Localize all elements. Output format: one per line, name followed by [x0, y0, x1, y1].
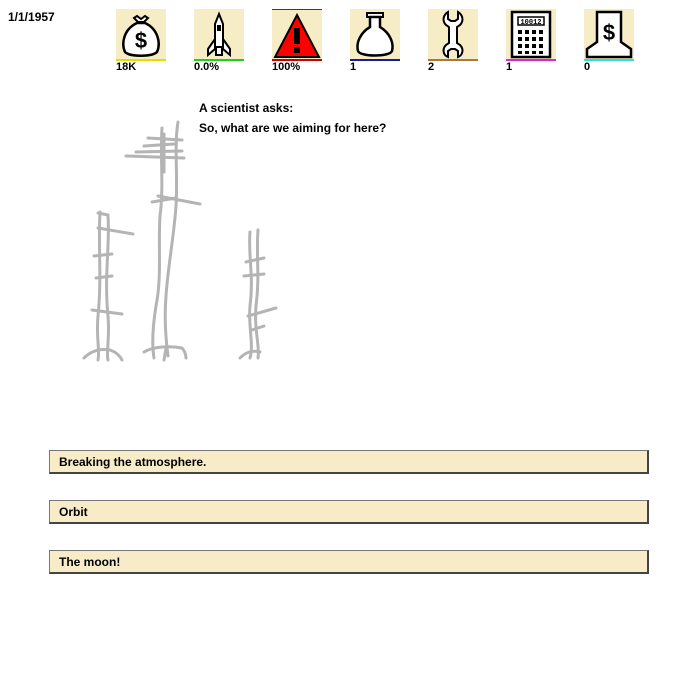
- funding-icon: [584, 9, 634, 59]
- choice-button-orbit[interactable]: Orbit: [49, 500, 649, 524]
- svg-text:$: $: [602, 20, 616, 45]
- stat-science: [350, 9, 400, 72]
- svg-text:10012: 10012: [520, 19, 542, 27]
- stat-science-bar: [350, 59, 400, 61]
- svg-text:$: $: [134, 28, 148, 53]
- stat-money-value: 18K: [116, 61, 137, 73]
- stat-computing: [506, 9, 556, 72]
- stat-engineering: [428, 9, 478, 72]
- warning-icon: [272, 10, 322, 60]
- stat-rocket: [194, 9, 244, 72]
- dialogue-speaker: A scientist asks:: [199, 101, 294, 115]
- stat-engineering-value: 2: [428, 61, 435, 73]
- rocket-icon: [194, 9, 244, 59]
- choice-button-atmosphere[interactable]: Breaking the atmosphere.: [49, 450, 649, 474]
- stat-risk: [272, 9, 322, 72]
- stat-rocket-value: 0.0%: [194, 61, 220, 73]
- stat-funding-bar: [584, 59, 634, 61]
- stat-computing-bar: [506, 59, 556, 61]
- wrench-icon: [428, 9, 478, 59]
- stat-funding: [584, 9, 634, 72]
- stat-science-value: 1: [350, 61, 357, 73]
- launch-tower-sketch: [78, 116, 288, 364]
- money-bag-icon: [116, 9, 166, 59]
- stat-risk-value: 100%: [272, 61, 301, 73]
- stat-money: [116, 9, 166, 72]
- choice-button-moon[interactable]: The moon!: [49, 550, 649, 574]
- dialogue-question: So, what are we aiming for here?: [199, 121, 387, 135]
- flask-icon: [350, 9, 400, 59]
- stat-funding-value: 0: [584, 61, 591, 73]
- stat-computing-value: 1: [506, 61, 513, 73]
- date-display: 1/1/1957: [8, 10, 55, 24]
- calculator-icon: [506, 9, 556, 59]
- stat-engineering-bar: [428, 59, 478, 61]
